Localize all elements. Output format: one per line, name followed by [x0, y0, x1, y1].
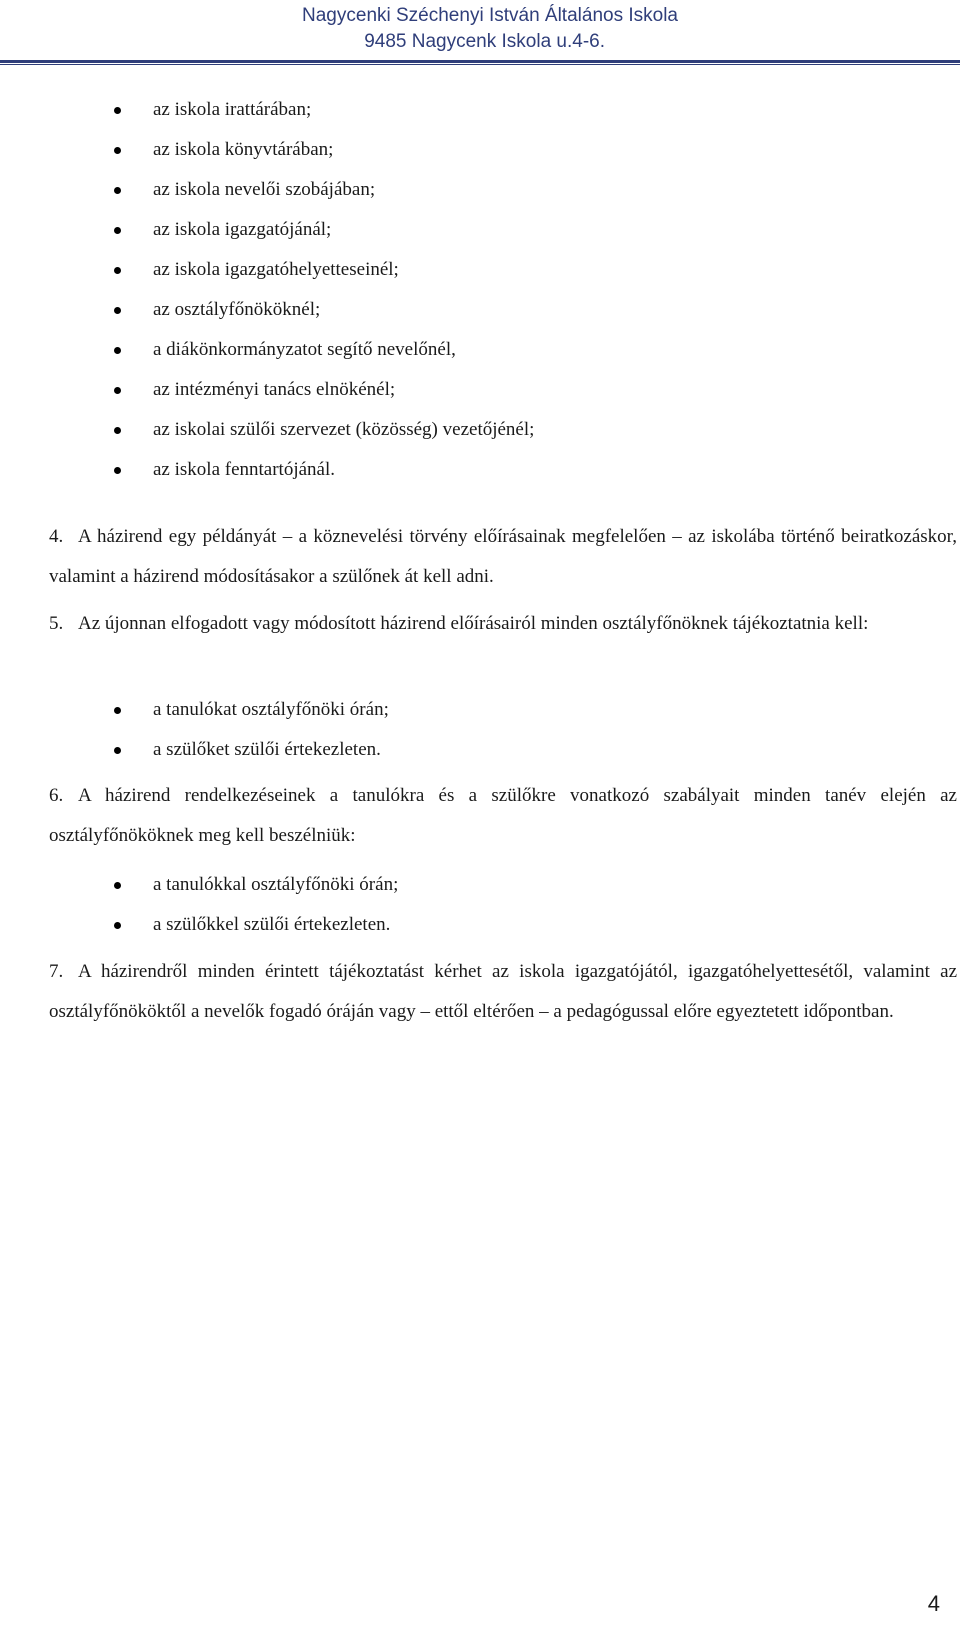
- paragraph-text: Az újonnan elfogadott vagy módosított házirend előírásairól minden osztályfőnöknek tájékoztatnia kell:: [78, 613, 869, 634]
- page-number: 4: [927, 1591, 940, 1616]
- list-item: az iskola fenntartójánál.: [114, 450, 534, 490]
- list-item: az iskolai szülői szervezet (közösség) vezetőjénél;: [114, 410, 534, 450]
- location-list: [114, 90, 534, 490]
- list-item: az iskola irattárában;: [114, 90, 534, 130]
- list-item: az iskola könyvtárában;: [114, 130, 534, 170]
- paragraph-text: A házirend rendelkezéseinek a tanulókra és a szülőkre vonatkozó szabályait minden tanév elején az osztályfőnököknek meg kell beszélniük:: [49, 785, 957, 846]
- list-item: a tanulókat osztályfőnöki órán;: [114, 690, 389, 730]
- list-item: az iskola igazgatóhelyetteseinél;: [114, 250, 534, 290]
- list-item: az iskola igazgatójánál;: [114, 210, 534, 250]
- list-item: az osztályfőnököknél;: [114, 290, 534, 330]
- paragraph-6: [49, 776, 957, 856]
- list-item: a szülőket szülői értekezleten.: [114, 730, 389, 770]
- header-rule-thin: [0, 64, 960, 65]
- paragraph-text: A házirendről minden érintett tájékoztatást kérhet az iskola igazgatójától, igazgatóhelyettesétől, valamint az osztályfőnököktől a nevelők fogadó óráján vagy – ettől eltérően – a pedagógussal előre egyeztetett időpontban.: [49, 961, 957, 1022]
- notify-list: [114, 690, 389, 770]
- header-rule: [0, 60, 960, 63]
- school-address: 9485 Nagycenk Iskola u.4-6.: [364, 31, 605, 52]
- paragraph-4: [49, 517, 957, 597]
- paragraph-number: 4.: [49, 526, 64, 547]
- list-item: a tanulókkal osztályfőnöki órán;: [114, 865, 398, 905]
- paragraph-7: [49, 952, 957, 1032]
- paragraph-text: A házirend egy példányát – a köznevelési törvény előírásainak megfelelően – az iskolába történő beiratkozáskor, valamint a házirend módosításakor a szülőnek át kell adni.: [49, 526, 957, 587]
- discuss-list: [114, 865, 398, 945]
- paragraph-number: 7.: [49, 961, 64, 982]
- list-item: az iskola nevelői szobájában;: [114, 170, 534, 210]
- list-item: a szülőkkel szülői értekezleten.: [114, 905, 398, 945]
- paragraph-5: [49, 604, 957, 644]
- paragraph-number: 6.: [49, 785, 64, 806]
- school-name: Nagycenki Széchenyi István Általános Iskola: [302, 5, 678, 26]
- list-item: az intézményi tanács elnökénél;: [114, 370, 534, 410]
- paragraph-number: 5.: [49, 613, 64, 634]
- list-item: a diákönkormányzatot segítő nevelőnél,: [114, 330, 534, 370]
